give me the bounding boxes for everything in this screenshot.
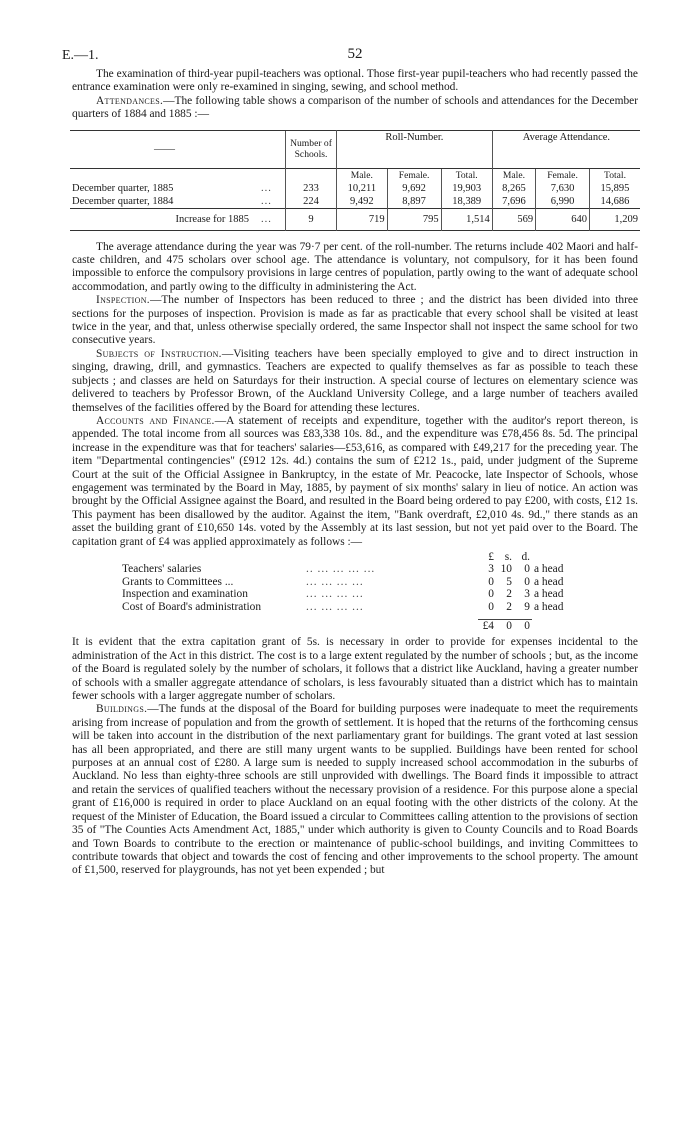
page-number: 52	[347, 46, 363, 62]
paragraph-accounts: Accounts and Finance.—A statement of receipts and expenditure, together with the auditor's report thereon, is appended. The total income from all sources was £83,338 10s. 8d., and the expenditure was £78,456 8s. 5d. The principal increase in the expenditure was that for teachers' salaries—£53,616, as compared with £49,217 for the preceding year. The item "Departmental contingencies" (£912 12s. 4d.) contains the sum of £212 1s., paid, under judgment of the Supreme Court at the suit of the Official Assignee in Bankruptcy, in the estate of Mr. Peacocke, late Inspector of Schools, whose engagement was terminated by the Board in May, 1885, by payment of six months' salary in lieu of notice. An action was brought by the Official Assignee against the Board, and resulted in the Board being ordered to pay £200, with costs, £12 1s. This payment has been disallowed by the auditor. Against the item, "Bank overdraft, £2,010 4s. 9d.," there stands as an asset the building grant of £10,650 14s. voted by the Assembly at its last session, but not yet paid over to the Board. The capitation grant of £4 was applied approximately as follows :—	[72, 414, 639, 548]
buildings-heading: Buildings.	[96, 703, 148, 716]
capitation-table: £ s. d. Teachers' salaries .. ... ... ... ... 3 10 0 a head Grants to Committees ... ... ... ... ... 0 5 0 a head Inspection and examination ... ... ... ... 0 2 3 a head Cost of Board's administration ... ... ... ... 0 2 9 a head £4 0 0	[122, 550, 564, 632]
subjects-heading: Subjects of Instruction.	[96, 347, 222, 360]
increase-label: Increase for 1885	[70, 208, 259, 230]
list-item: Teachers' salaries .. ... ... ... ... 3 10 0 a head	[122, 563, 564, 576]
paragraph-inspection: Inspection.—The number of Inspectors has been reduced to three ; and the district has been divided into three sections for the purposes of inspection. Provision is made as far as practicable that every school shall be visited at least twice in the year, and that, unless otherwise specially ordered, the same Inspector shall not inspect the same school for two consecutive years.	[72, 294, 638, 347]
col-roll-header: Roll-Number.	[337, 130, 493, 144]
paragraph-pupil-teachers: The examination of third-year pupil-teachers was optional. Those first-year pupil-teachers who had recently passed the entrance examination were only re-examined in singing, sewing, and school method.	[72, 68, 638, 94]
paragraph-subjects: Subjects of Instruction.—Visiting teachers have been specially employed to give and to direct instruction in singing, drawing, drill, and gymnastics. Teachers are expected to qualify themselves as far as possible to teach these subjects ; and classes are held on Saturdays for their instruction. A special course of lectures on elementary science was delivered to teachers by Professor Brown, of the Auckland University College, and a large number of teachers availed themselves of the facilities offered by the Board for attending these lectures.	[72, 347, 638, 414]
sub-roll-male: Male.	[337, 168, 388, 182]
row-schools: 233	[286, 182, 337, 195]
col-avg-header: Average Attendance.	[492, 130, 640, 144]
accounts-heading: Accounts and Finance.	[96, 414, 215, 427]
list-item: Grants to Committees ... ... ... ... ... 0 5 0 a head	[122, 575, 564, 588]
inspection-heading: Inspection.	[96, 294, 150, 307]
paragraph-evident: It is evident that the extra capitation grant of 5s. is necessary in order to provide for expenses incidental to the administration of the Act in this district. The cost is to a large extent regulated by the number of schools ; but, as the income of the Board is regulated solely by the number of scholars, it follows that a district like Auckland, having a greater number of schools with a smaller aggregate attendance of scholars, is less favourably situated than a district which has to maintain fewer schools with a larger aggregate number of scholars.	[72, 636, 638, 703]
sub-avg-male: Male.	[492, 168, 535, 182]
page-header	[62, 46, 638, 68]
paragraph-attendances	[72, 95, 638, 122]
table-row-increase: Increase for 1885 ... 9 719 795 1,514 569 640 1,209	[70, 208, 640, 230]
document-reference: E.—1.	[62, 48, 99, 63]
paragraph-average: The average attendance during the year was 79·7 per cent. of the roll-number. The returns include 402 Maori and half-caste children, and 475 scholars over school age. The attendance is voluntary, not compulsory, for it has been found impossible to enforce the compulsory provisions in large centres of population, partly owing to the want of adequate school accommodation, and partly owing to the difficulty in administering the Act.	[72, 240, 638, 293]
sub-roll-female: Female.	[387, 168, 441, 182]
table-dash: ——	[70, 130, 259, 168]
row-label: December quarter, 1884	[72, 195, 174, 207]
capitation-total: £4 0 0	[120, 620, 565, 633]
attendances-text: —The following table shows a comparison of the number of schools and attendances for the December quarters of 1884 and 1885 :—	[72, 94, 638, 121]
sub-avg-female: Female.	[536, 168, 590, 182]
list-item: Inspection and examination ... ... ... ... 0 2 3 a head	[122, 588, 564, 601]
row-label: December quarter, 1885	[72, 182, 174, 194]
document-page	[62, 46, 639, 878]
table-row: December quarter, 1885 ... 233 10,211 9,692 19,903 8,265 7,630 15,895	[70, 182, 640, 195]
table-row: December quarter, 1884 ... 224 9,492 8,897 18,389 7,696 6,990 14,686	[70, 195, 640, 209]
attendance-table	[70, 130, 640, 235]
col-schools-header: Number of Schools.	[286, 130, 337, 168]
sub-avg-total: Total.	[589, 168, 640, 182]
sub-roll-total: Total.	[441, 168, 492, 182]
paragraph-buildings: Buildings.—The funds at the disposal of the Board for building purposes were inadequate to meet the requirements arising from increase of population and from the growth of settlement. It is hoped that the returns of the forthcoming census will be taken into account in the distribution of the next parliamentary grant for buildings. The grant voted at last session has all been appropriated, and there are still many urgent wants to be supplied. Buildings have been rented for school purposes at an annual cost of £280. A large sum is needed to supply increased school accommodation in the suburbs of Auckland. No less than eighty-three schools are still unprovided with dwellings. The Board finds it impossible to attract and retain the services of qualified teachers without the necessary provision of a residence. For this purpose alone a special grant of £16,000 is required in order to place Auckland on an equal footing with the other districts of the colony. At the request of the Minister of Education, the Board issued a circular to Committees calling attention to the provisions of section 35 of "The Counties Acts Amendment Act, 1885," under which authority is given to County Councils and to Road Boards and Town Boards to contribute to the erection or maintenance of public-school buildings, and inviting Committees to contribute towards that object and towards the cost of fencing and other improvements to the school property. The amount of £1,500, reserved for playgrounds, has not yet been expended ; but	[72, 703, 638, 877]
list-item: Cost of Board's administration ... ... ... ... 0 2 9 a head	[122, 600, 564, 613]
row-schools: 224	[286, 195, 337, 209]
attendances-heading: Attendances.	[96, 94, 164, 107]
